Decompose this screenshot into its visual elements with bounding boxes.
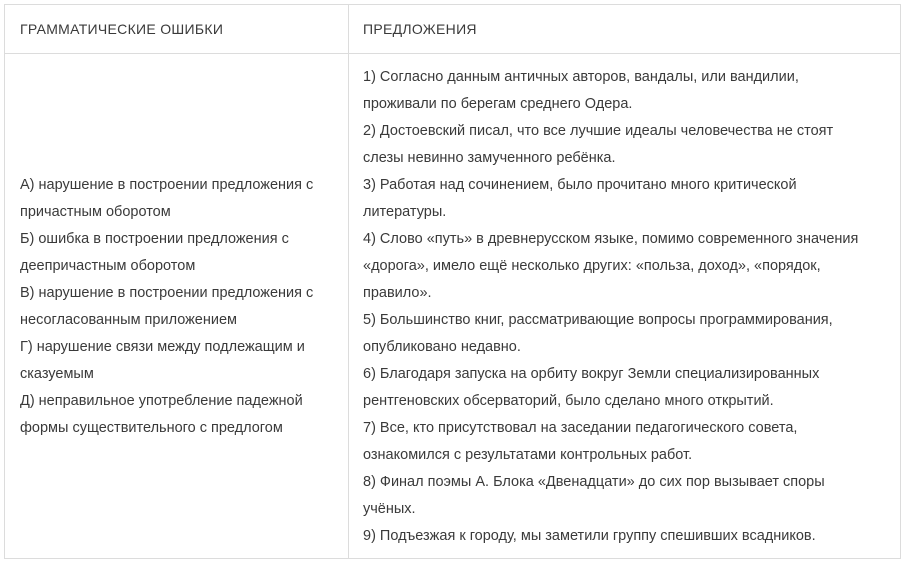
error-line: формы существительного с предлогом <box>20 420 283 436</box>
error-line: Б) ошибка в построении предложения с <box>20 231 289 247</box>
sentence-line: 9) Подъезжая к городу, мы заметили группу спешивших всадников. <box>363 528 816 544</box>
sentence-line: 7) Все, кто присутствовал на заседании педагогического совета, <box>363 420 798 436</box>
header-grammatical-errors: ГРАММАТИЧЕСКИЕ ОШИБКИ <box>20 21 224 37</box>
sentence-line: 8) Финал поэмы А. Блока «Двенадцати» до сих пор вызывает споры <box>363 474 825 490</box>
sentence-line: 2) Достоевский писал, что все лучшие идеалы человечества не стоят <box>363 123 834 139</box>
sentence-line: «дорога», имело ещё несколько других: «польза, доход», «порядок, <box>363 258 821 274</box>
header-sentences: ПРЕДЛОЖЕНИЯ <box>363 21 477 37</box>
sentence-line: 5) Большинство книг, рассматривающие вопросы программирования, <box>363 312 833 328</box>
column-divider <box>348 5 349 558</box>
sentence-line: литературы. <box>363 204 447 220</box>
matching-table <box>4 4 901 559</box>
error-line: причастным оборотом <box>20 204 171 220</box>
error-line: А) нарушение в построении предложения с <box>20 177 314 193</box>
sentence-line: ознакомился с результатами контрольных работ. <box>363 447 693 463</box>
table-header-row <box>5 5 900 54</box>
sentence-line: 6) Благодаря запуска на орбиту вокруг Земли специализированных <box>363 366 820 382</box>
error-line: несогласованным приложением <box>20 312 238 328</box>
sentence-line: правило». <box>363 285 432 301</box>
errors-list-cell <box>20 172 340 442</box>
error-line: Д) неправильное употребление падежной <box>20 393 303 409</box>
error-line: сказуемым <box>20 366 94 382</box>
sentence-line: 1) Согласно данным античных авторов, вандалы, или вандилии, <box>363 69 799 85</box>
sentence-line: 4) Слово «путь» в древнерусском языке, помимо современного значения <box>363 231 859 247</box>
sentence-line: опубликовано недавно. <box>363 339 521 355</box>
sentence-line: 3) Работая над сочинением, было прочитано много критической <box>363 177 797 193</box>
error-line: Г) нарушение связи между подлежащим и <box>20 339 305 355</box>
sentences-list-cell <box>363 64 893 550</box>
error-line: деепричастным оборотом <box>20 258 196 274</box>
sentence-line: слезы невинно замученного ребёнка. <box>363 150 616 166</box>
sentence-line: учёных. <box>363 501 416 517</box>
sentence-line: рентгеновских обсерваторий, было сделано много открытий. <box>363 393 774 409</box>
sentence-line: проживали по берегам среднего Одера. <box>363 96 633 112</box>
error-line: В) нарушение в построении предложения с <box>20 285 314 301</box>
